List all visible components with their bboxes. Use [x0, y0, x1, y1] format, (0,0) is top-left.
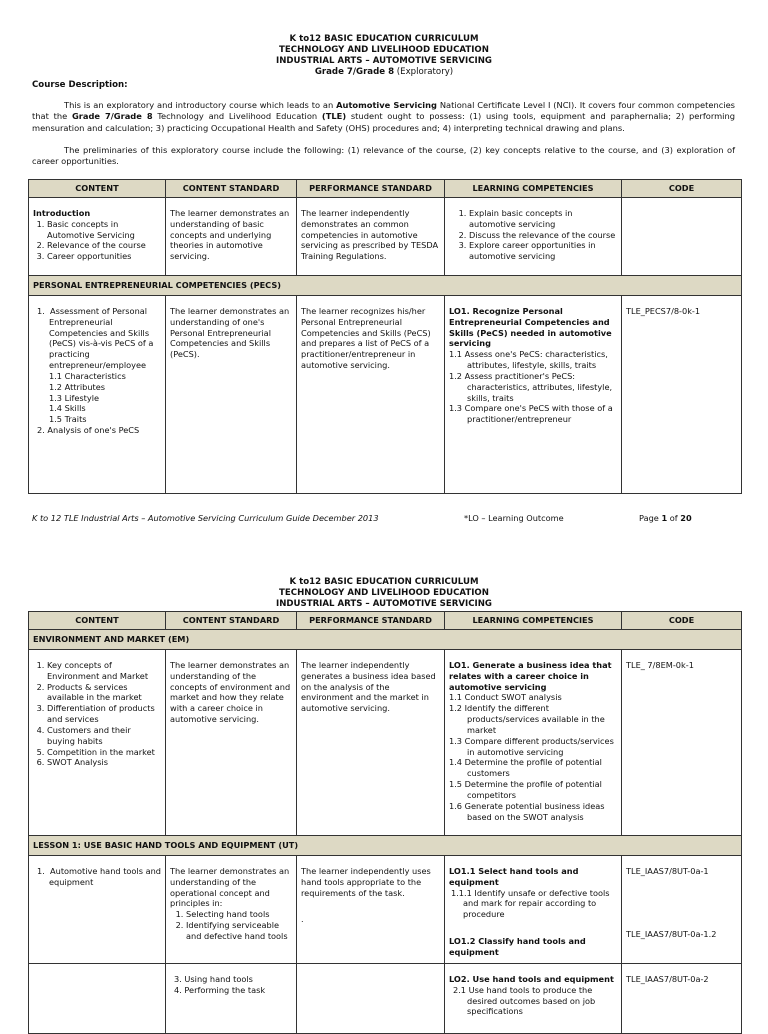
header-line-4: Grade 7/Grade 8 (Exploratory): [314, 67, 454, 77]
list-item: 3. Explore career opportunities in automotive servicing: [469, 240, 617, 262]
column-header-content: CONTENT: [29, 180, 166, 198]
cell-content: 1. Automotive hand tools and equipment: [29, 856, 166, 964]
table-row-em: [29, 650, 742, 836]
list-item: 1.4 Skills: [49, 403, 86, 414]
lo-title: LO1. Recognize Personal Entrepreneurial Competencies and Skills (PeCS) needed in automotive servicing: [449, 306, 612, 349]
list-item: 1.1 Conduct SWOT analysis: [449, 692, 562, 703]
cell-learning-competencies: [445, 856, 622, 964]
cell-content: [29, 650, 166, 836]
cell-code: TLE_ 7/8EM-0k-1: [622, 650, 742, 836]
list-item: 1.4 Determine the profile of potential customers: [449, 757, 602, 779]
curriculum-table-page-2: [28, 611, 742, 1034]
list-item: 1.2 Identify the different products/services available in the market: [449, 703, 605, 735]
header-line-1: K to12 BASIC EDUCATION CURRICULUM: [289, 34, 479, 44]
page-header: [0, 34, 768, 78]
cell-performance-standard: The learner recognizes his/her Personal Entrepreneurial Competencies and Skills (PeCS) and prepares a list of PeCS of a practitioner/entrepreneur in automotive servicing.: [297, 296, 445, 494]
footer-lo-note: *LO – Learning Outcome: [464, 513, 564, 523]
section-row-pecs: [29, 276, 742, 296]
header-line-2: TECHNOLOGY AND LIVELIHOOD EDUCATION: [279, 588, 489, 598]
cell-code: [622, 198, 742, 276]
column-header-performance-standard: PERFORMANCE STANDARD: [297, 180, 445, 198]
column-header-code: CODE: [622, 180, 742, 198]
cell-performance-standard: The learner independently uses hand tools appropriate to the requirements of the task. .: [297, 856, 445, 964]
cell-content-standard: The learner demonstrates an understanding of basic concepts and underlying theories in automotive servicing.: [166, 198, 297, 276]
cell-learning-competencies: [445, 650, 622, 836]
cell-performance-standard: The learner independently generates a business idea based on the analysis of the environment and the market in automotive servicing.: [297, 650, 445, 836]
list-item: 1.3 Compare one's PeCS with those of a practitioner/entrepreneur: [449, 403, 613, 425]
column-header-learning-competencies: LEARNING COMPETENCIES: [445, 180, 622, 198]
list-item: 1.2 Attributes: [49, 381, 106, 392]
list-item: 2.1 Use hand tools to produce the desired outcomes based on job specifications: [453, 984, 596, 1017]
section-row-em: [29, 630, 742, 650]
cell-learning-competencies: [445, 296, 622, 494]
header-line-2: TECHNOLOGY AND LIVELIHOOD EDUCATION: [279, 45, 489, 55]
course-description-title: Course Description:: [32, 80, 128, 90]
list-item: 3. Differentiation of products and services: [47, 703, 161, 725]
course-description-paragraph-1: This is an exploratory and introductory course which leads to an Automotive Servicing National Certificate Level I (NCI). It covers four common competencies that the Grade 7/Grade 8 Technology and Livelihood Education (TLE) student ought to possess: (1) using tools, equipment and paraphernalia; 2) performing mensuration and calculation; 3) practicing Occupational Health and Safety (OHS) procedures and; 4) interpreting technical drawing and plans.: [32, 100, 735, 133]
header-line-3: INDUSTRIAL ARTS – AUTOMOTIVE SERVICING: [276, 56, 492, 66]
list-item: 1. Key concepts of Environment and Market: [47, 660, 161, 682]
lo-title: LO1.2 Classify hand tools and equipment: [449, 936, 586, 957]
section-title-pecs: PERSONAL ENTREPRENEURIAL COMPETENCIES (PECS): [29, 276, 742, 296]
table-row-ut-2: [29, 964, 742, 1034]
list-item: 1.1 Characteristics: [49, 370, 126, 381]
list-item: 1.6 Generate potential business ideas based on the SWOT analysis: [449, 800, 605, 822]
pecs-subitems: [33, 371, 161, 425]
intro-competencies-list: [449, 208, 617, 262]
list-item: 1.1.1 Identify unsafe or defective tools and mark for repair according to procedure: [451, 887, 610, 920]
ut-content-standard-list: [170, 909, 292, 941]
list-item: 2. Products & services available in the market: [47, 682, 161, 704]
cell-content: [29, 964, 166, 1034]
intro-content-list: [33, 219, 161, 262]
lo-title: LO2. Use hand tools and equipment: [449, 974, 614, 984]
column-header-performance-standard: PERFORMANCE STANDARD: [297, 612, 445, 630]
table-row-introduction: [29, 198, 742, 276]
cell-performance-standard: The learner independently demonstrates an common competencies in automotive servicing as prescribed by TESDA Training Regulations.: [297, 198, 445, 276]
footer-page-number: Page 1 of 20: [639, 513, 692, 523]
column-header-content-standard: CONTENT STANDARD: [166, 180, 297, 198]
curriculum-table-page-1: [28, 179, 742, 494]
header-line-3: INDUSTRIAL ARTS – AUTOMOTIVE SERVICING: [276, 599, 492, 609]
list-item: 4. Performing the task: [174, 984, 266, 995]
intro-title: Introduction: [33, 208, 91, 218]
em-content-list: [33, 660, 161, 768]
section-title-ut: LESSON 1: USE BASIC HAND TOOLS AND EQUIPMENT (UT): [29, 836, 742, 856]
lo-title: LO1. Generate a business idea that relates with a career choice in automotive servicing: [449, 660, 612, 692]
section-title-em: ENVIRONMENT AND MARKET (EM): [29, 630, 742, 650]
cell-content-standard: The learner demonstrates an understanding of the operational concept and principles in: 1. Selecting hand tools 2. Identifying serviceable and defective hand tools: [166, 856, 297, 964]
cell-content-standard: The learner demonstrates an understanding of the concepts of environment and market and how they relate with a career choice in automotive servicing.: [166, 650, 297, 836]
list-item: 1.3 Lifestyle: [49, 392, 100, 403]
cell-content-standard: [166, 964, 297, 1034]
list-item: 1.3 Compare different products/services in automotive servicing: [449, 735, 614, 757]
curriculum-page-2: [0, 568, 768, 1024]
cell-code: TLE_IAAS7/8UT-0a-1 TLE_IAAS7/8UT-0a-1.2: [622, 856, 742, 964]
lo-title: LO1.1 Select hand tools and equipment: [449, 866, 579, 887]
list-item: 2. Discuss the relevance of the course: [469, 230, 617, 241]
table-header-row: [29, 612, 742, 630]
cell-performance-standard: [297, 964, 445, 1034]
column-header-content: CONTENT: [29, 612, 166, 630]
list-item: 3. Career opportunities: [47, 251, 161, 262]
cell-learning-competencies: [445, 964, 622, 1034]
column-header-content-standard: CONTENT STANDARD: [166, 612, 297, 630]
header-line-1: K to12 BASIC EDUCATION CURRICULUM: [289, 577, 479, 587]
list-item: 6. SWOT Analysis: [47, 757, 161, 768]
list-item: 4. Customers and their buying habits: [47, 725, 161, 747]
list-item: 1. Basic concepts in Automotive Servicing: [47, 219, 161, 241]
table-header-row: [29, 180, 742, 198]
list-item: 5. Competition in the market: [47, 747, 161, 758]
table-row-pecs: [29, 296, 742, 494]
list-item: 2. Identifying serviceable and defective hand tools: [186, 920, 292, 942]
cell-code: TLE_IAAS7/8UT-0a-2: [622, 964, 742, 1034]
footer-guide-title: K to 12 TLE Industrial Arts – Automotive Servicing Curriculum Guide December 2013: [32, 513, 379, 523]
lo-items: [449, 692, 617, 822]
cell-learning-competencies: [445, 198, 622, 276]
table-row-ut-1: [29, 856, 742, 964]
cell-content: [29, 198, 166, 276]
lo-items: [449, 349, 617, 425]
column-header-learning-competencies: LEARNING COMPETENCIES: [445, 612, 622, 630]
list-item: 3. Using hand tools: [174, 974, 253, 984]
column-header-code: CODE: [622, 612, 742, 630]
cell-code: TLE_PECS7/8-0k-1: [622, 296, 742, 494]
section-row-ut: [29, 836, 742, 856]
list-item: 1. Explain basic concepts in automotive servicing: [469, 208, 617, 230]
page-header: [0, 577, 768, 610]
list-item: 2. Relevance of the course: [47, 240, 161, 251]
list-item: 1.5 Determine the profile of potential competitors: [449, 779, 602, 800]
cell-content-standard: The learner demonstrates an understanding of one's Personal Entrepreneurial Competencies and Skills (PeCS).: [166, 296, 297, 494]
cell-content: 1. Assessment of Personal Entrepreneurial Competencies and Skills (PeCS) vis-à-vis PeCS of a practicing entrepreneur/employee 1.1 Characteristics 1.2 Attributes 1.3 Lifestyle 1.4 Skills 1.5 Traits 2. Analysis of one's PeCS: [29, 296, 166, 494]
list-item: 1.5 Traits: [49, 414, 87, 425]
list-item: 1.1 Assess one's PeCS: characteristics, attributes, lifestyle, skills, traits: [449, 349, 608, 371]
list-item: 1. Selecting hand tools: [186, 909, 292, 920]
course-description-paragraph-2: The preliminaries of this exploratory course include the following: (1) relevance of the course, (2) key concepts relative to the course, and (3) exploration of career opportunities.: [32, 145, 735, 167]
list-item: 1.2 Assess practitioner's PeCS: characteristics, attributes, lifestyle, skills, traits: [449, 370, 613, 403]
